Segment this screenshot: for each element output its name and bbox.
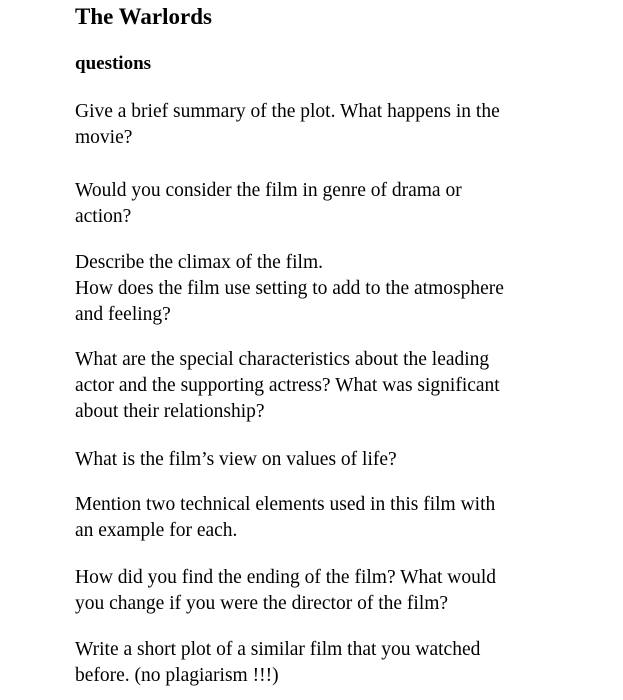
question-2: [75, 178, 462, 230]
question-line: before. (no plagiarism !!!): [75, 665, 279, 686]
section-heading: questions: [75, 53, 152, 74]
question-line: you change if you were the director of the film?: [75, 593, 449, 614]
question-5: [75, 447, 397, 473]
question-line: movie?: [75, 127, 133, 148]
question-4: [75, 347, 500, 425]
question-1: [75, 99, 500, 151]
question-line: action?: [75, 206, 132, 227]
document-title: The Warlords: [75, 4, 212, 29]
question-line: Give a brief summary of the plot. What happens in the: [75, 101, 500, 122]
question-line: What are the special characteristics about the leading: [75, 349, 490, 370]
question-line: How does the film use setting to add to the atmosphere: [75, 278, 504, 299]
question-line: What is the film’s view on values of life?: [75, 449, 397, 470]
question-3: [75, 250, 504, 328]
question-8: [75, 637, 480, 689]
question-7: [75, 565, 496, 617]
question-line: Describe the climax of the film.: [75, 252, 323, 273]
question-6: [75, 492, 495, 544]
question-line: an example for each.: [75, 520, 238, 541]
question-line: Write a short plot of a similar film that you watched: [75, 639, 481, 660]
question-line: Mention two technical elements used in this film with: [75, 494, 496, 515]
question-line: actor and the supporting actress? What was significant: [75, 375, 500, 396]
question-line: and feeling?: [75, 304, 171, 325]
question-line: Would you consider the film in genre of drama or: [75, 180, 462, 201]
question-line: about their relationship?: [75, 401, 265, 422]
question-line: How did you find the ending of the film? What would: [75, 567, 496, 588]
